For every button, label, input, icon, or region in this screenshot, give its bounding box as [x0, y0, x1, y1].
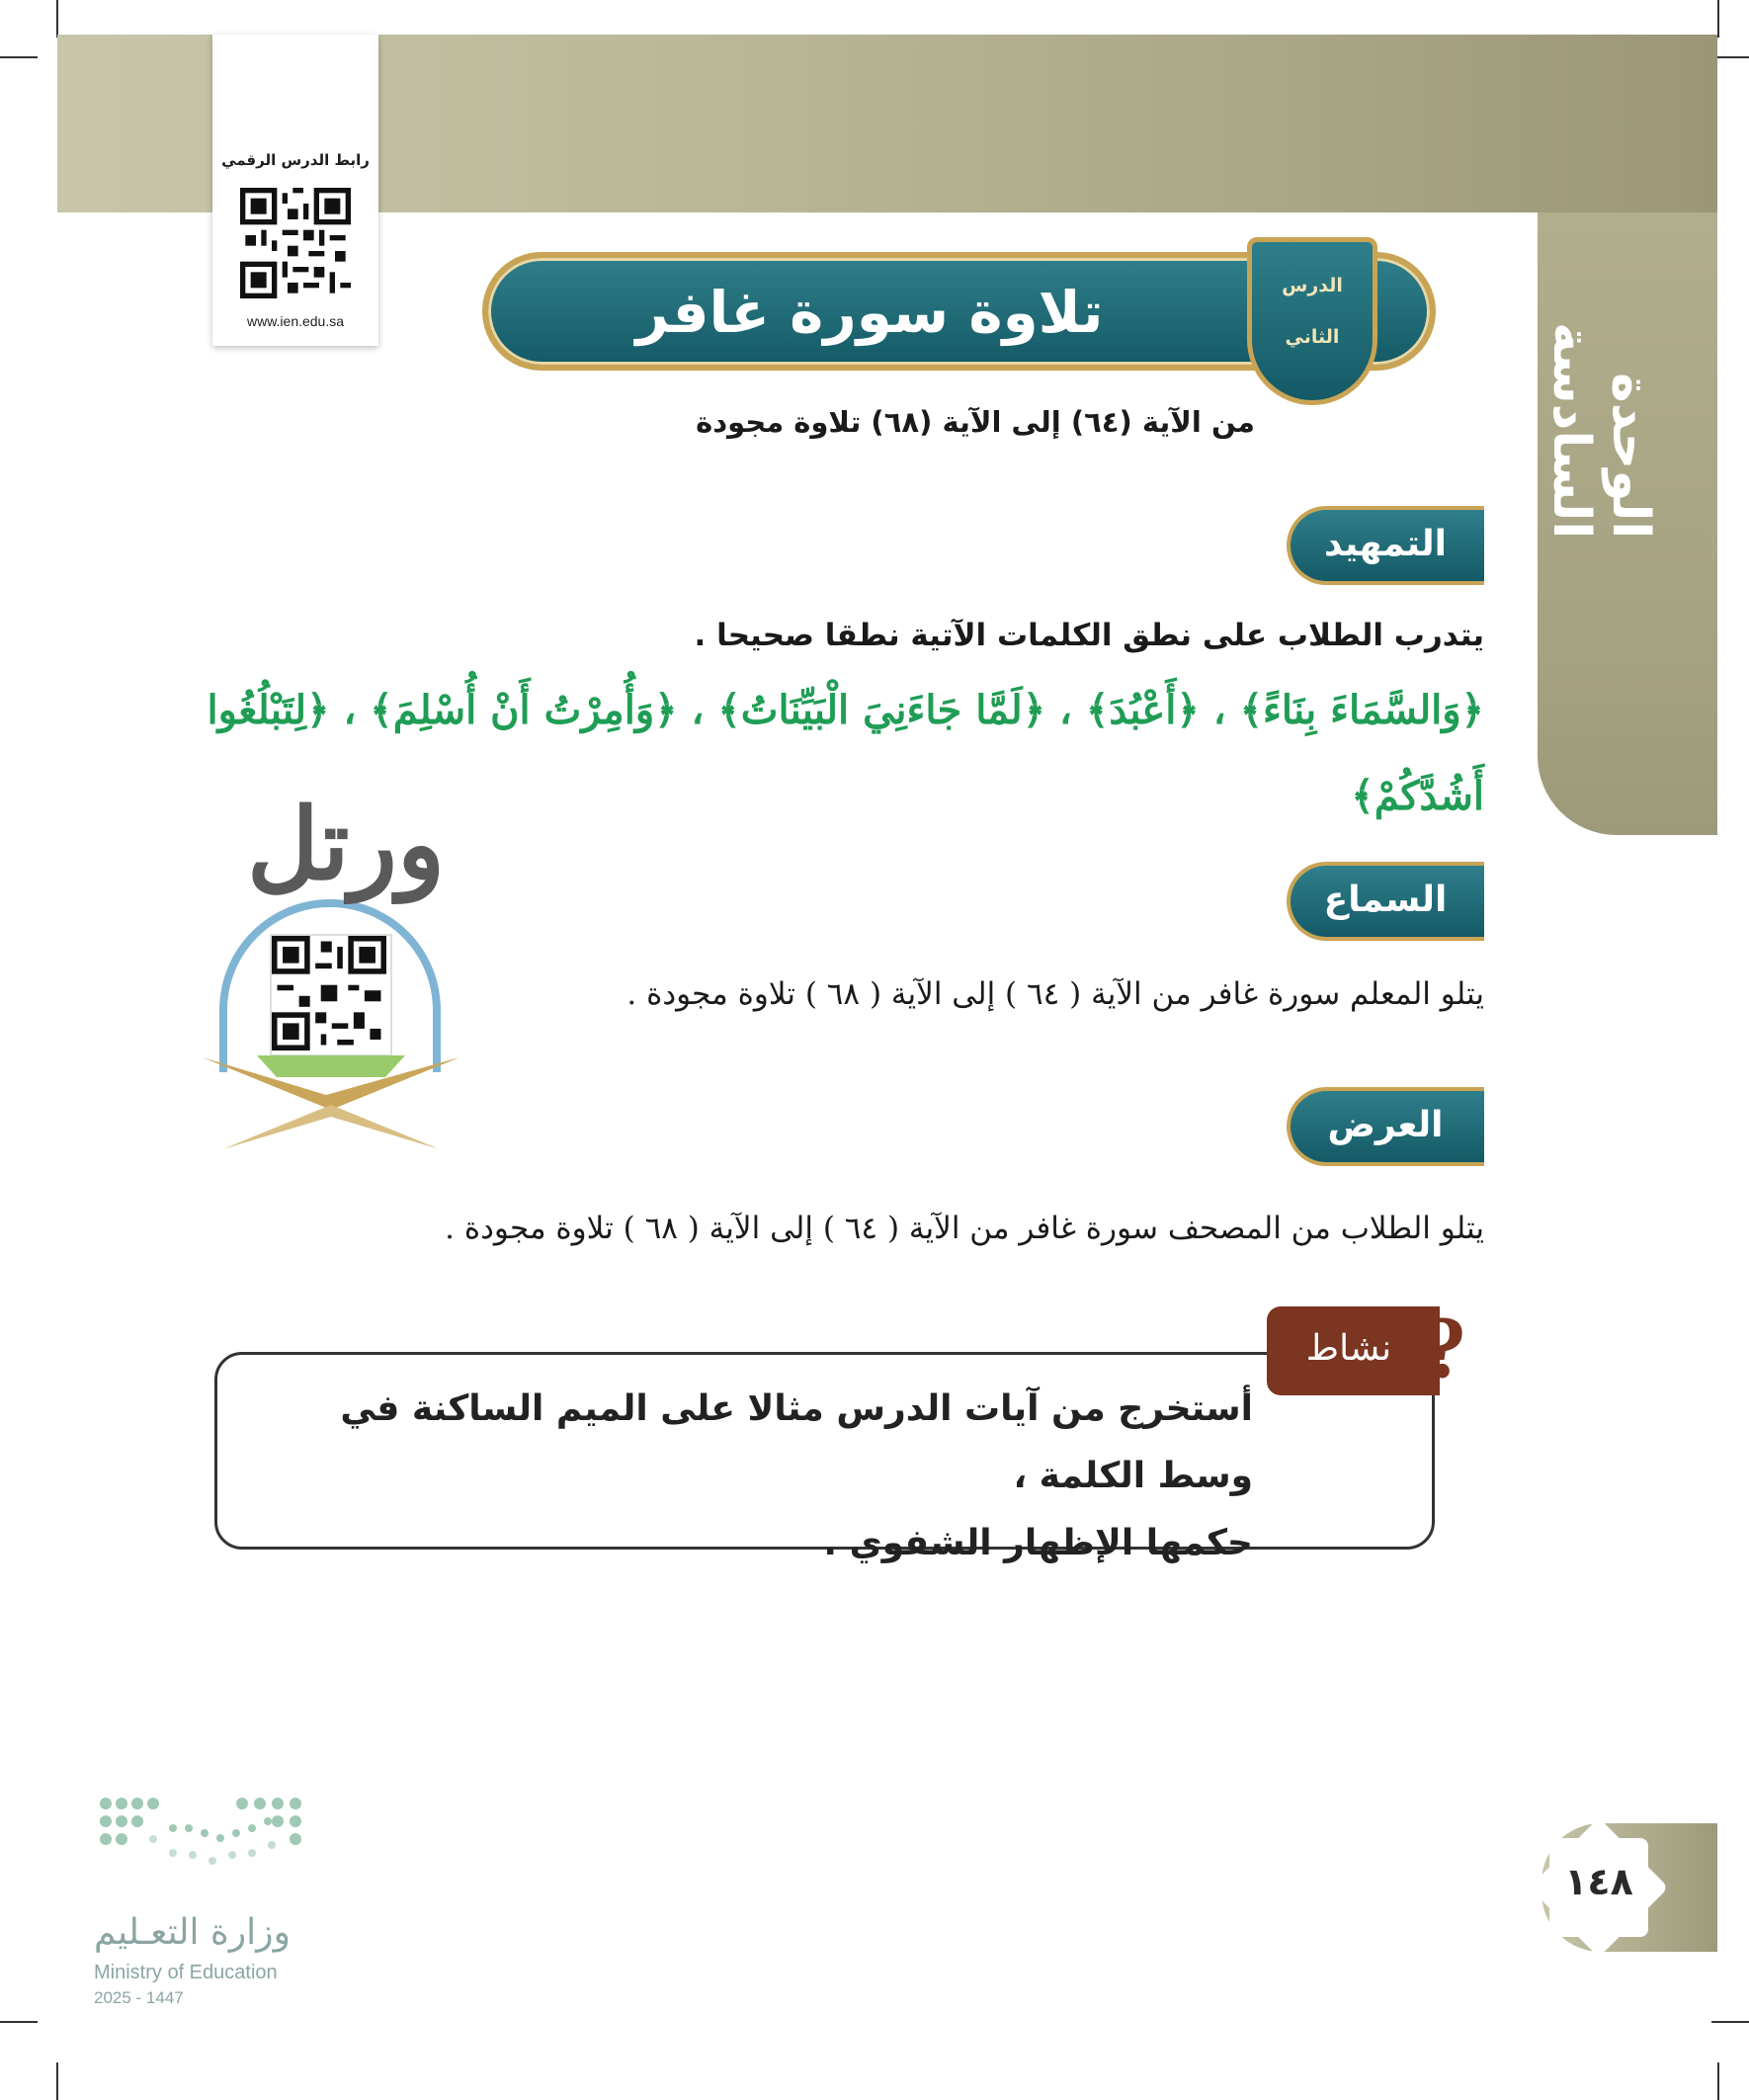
page-number: ١٤٨	[1564, 1860, 1633, 1903]
activity-line-2: حكمها الإظهار الشفوي .	[823, 1523, 1253, 1563]
quran-stand-icon	[203, 1055, 459, 1154]
listen-qr-code[interactable]	[270, 934, 392, 1056]
intro-quran-words-line1: ﴿وَالسَّمَاءَ بِنَاءً﴾ ، ﴿أَعْبُدَ﴾ ، ﴿لَمَّا جَاءَنِيَ الْبَيِّنَاتُ﴾ ، ﴿وَأُمِرْتُ أَنْ أُسْلِمَ﴾ ، ﴿لِتَبْلُغُوا	[207, 687, 1484, 733]
present-text: يتلو الطلاب من المصحف سورة غافر من الآية ( ٦٤ ) إلى الآية ( ٦٨ ) تلاوة مجودة .	[445, 1211, 1484, 1246]
digital-link-url[interactable]: www.ien.edu.sa	[246, 313, 345, 329]
intro-heading: التمهيد	[1324, 524, 1447, 564]
question-mark-icon: ?	[1423, 1299, 1467, 1396]
listen-heading: السماع	[1323, 880, 1448, 920]
lesson-subtitle: من الآية (٦٤) إلى الآية (٦٨) تلاوة مجودة	[696, 405, 1255, 439]
present-heading: العرض	[1327, 1105, 1444, 1145]
crop-mark	[56, 0, 58, 38]
crop-mark	[56, 2062, 58, 2100]
ministry-logo-icon	[94, 1784, 311, 1892]
crop-mark	[1717, 2062, 1719, 2100]
intro-quran-words-line2: أَشُدَّكُمْ﴾	[1351, 773, 1484, 819]
lesson-tag-number: الثاني	[1285, 326, 1340, 348]
crop-mark	[1711, 2021, 1749, 2023]
ministry-name-english: Ministry of Education	[94, 1962, 278, 1983]
intro-text: يتدرب الطلاب على نطق الكلمات الآتية نطقا صحيحا .	[694, 618, 1484, 653]
recite-calligraphy: ورتل	[247, 786, 446, 902]
qr-code-icon	[272, 936, 386, 1050]
listen-text: يتلو المعلم سورة غافر من الآية ( ٦٤ ) إلى الآية ( ٦٨ ) تلاوة مجودة .	[626, 976, 1484, 1012]
lesson-tag-label: الدرس	[1282, 275, 1343, 296]
crop-mark	[0, 56, 38, 58]
page-corner	[1462, 212, 1538, 288]
activity-label: نشاط	[1305, 1327, 1392, 1368]
qr-code-icon	[240, 188, 351, 298]
crop-mark	[1717, 0, 1719, 38]
crop-mark	[0, 2021, 38, 2023]
ministry-year: 2025 - 1447	[94, 1988, 184, 2007]
digital-link-card[interactable]	[212, 35, 378, 346]
unit-title: الوحدة السادسة	[1541, 321, 1660, 539]
lesson-number-badge	[1247, 237, 1377, 405]
activity-line-1: أستخرج من آيات الدرس مثالا على الميم الساكنة في وسط الكلمة ،	[340, 1388, 1253, 1496]
lesson-title: تلاوة سورة غافر	[635, 279, 1104, 346]
ministry-name-arabic: وزارة التعـليم	[94, 1912, 291, 1953]
activity-text	[237, 1376, 1253, 1577]
digital-link-label: رابط الدرس الرقمي	[221, 151, 370, 169]
